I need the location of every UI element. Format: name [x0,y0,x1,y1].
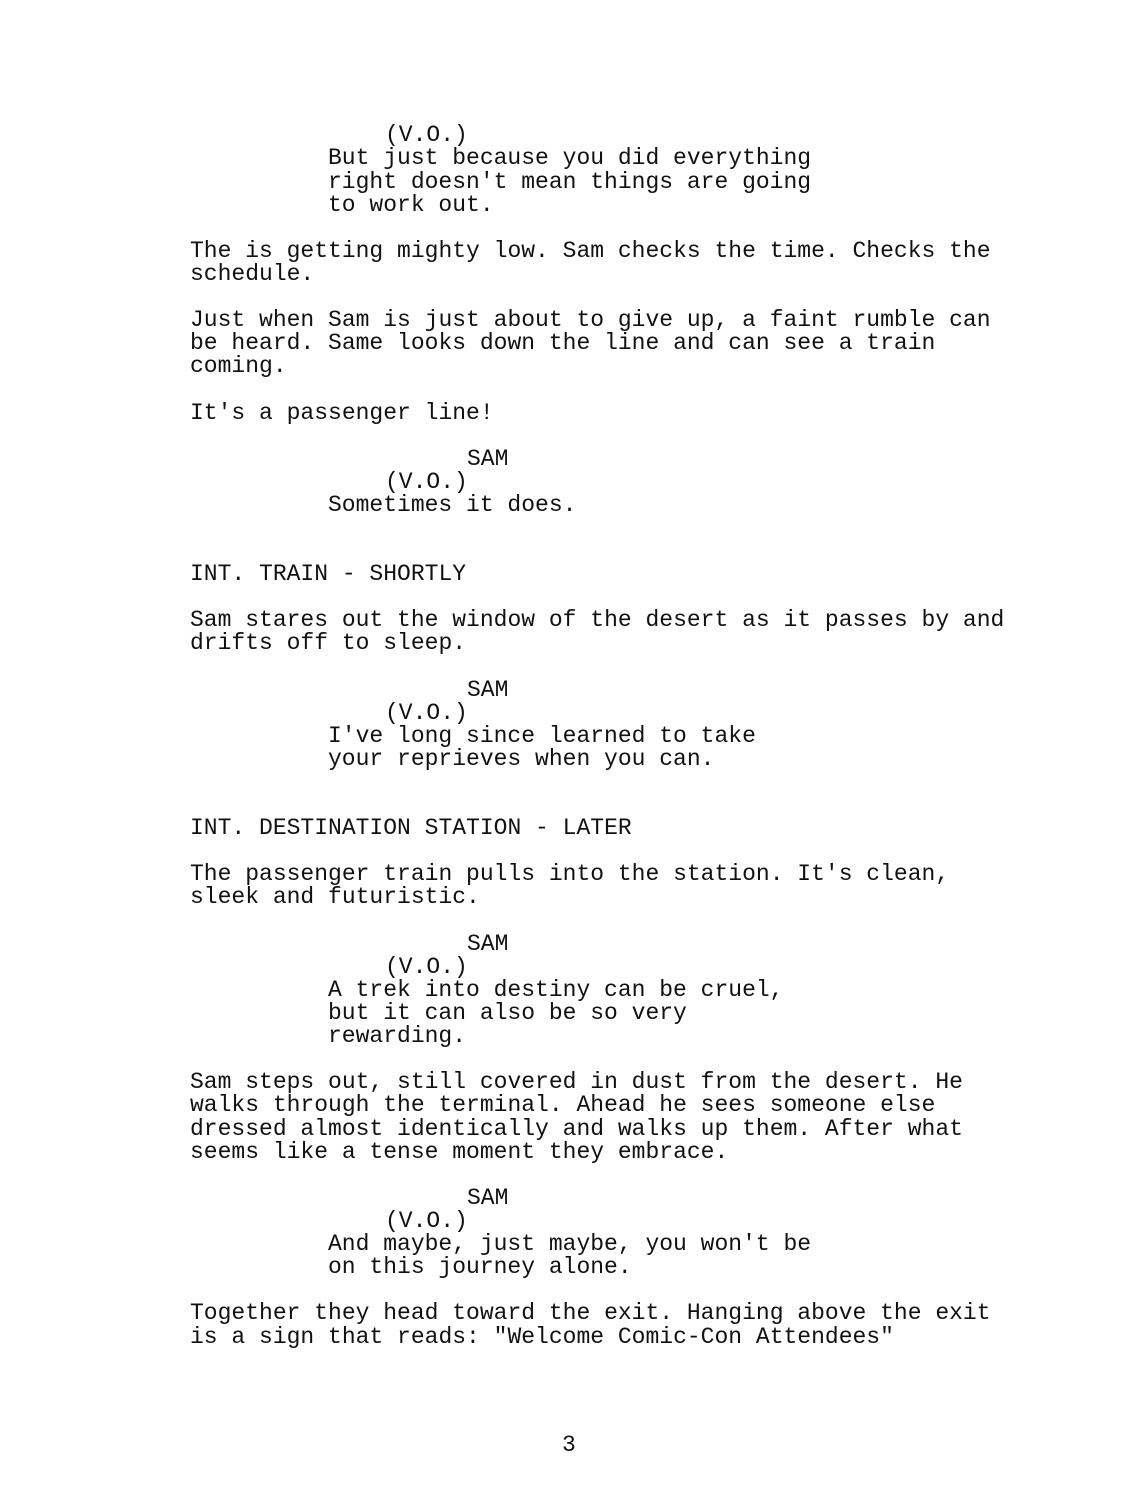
action-line: be heard. Same looks down the line and can see a train [190,330,936,356]
action-line: It's a passenger line! [190,400,494,426]
dialogue-line: right doesn't mean things are going [328,169,812,195]
dialogue-line: your reprieves when you can. [328,746,715,772]
action-line: drifts off to sleep. [190,630,467,656]
dialogue-line: And maybe, just maybe, you won't be [328,1231,812,1257]
character-name: SAM [467,446,509,472]
action-line: schedule. [190,261,315,287]
scene-heading: INT. TRAIN - SHORTLY [190,561,467,587]
action-line: The passenger train pulls into the station. It's clean, [190,861,950,887]
action-line: dressed almost identically and walks up them. After what [190,1116,963,1142]
dialogue-line: A trek into destiny can be cruel, [328,977,784,1003]
character-name: SAM [467,677,509,703]
action-line: walks through the terminal. Ahead he sees someone else [190,1092,936,1118]
dialogue-line: but it can also be so very [328,1000,687,1026]
action-line: Just when Sam is just about to give up, a faint rumble can [190,307,991,333]
dialogue-line: I've long since learned to take [328,723,756,749]
action-line: is a sign that reads: "Welcome Comic-Con Attendees" [190,1324,894,1350]
parenthetical: (V.O.) [385,122,468,148]
action-line: seems like a tense moment they embrace. [190,1139,729,1165]
page-number: 3 [562,1432,576,1458]
parenthetical: (V.O.) [385,954,468,980]
character-name: SAM [467,931,509,957]
dialogue-line: to work out. [328,192,494,218]
action-line: Together they head toward the exit. Hanging above the exit [190,1300,991,1326]
parenthetical: (V.O.) [385,700,468,726]
parenthetical: (V.O.) [385,1208,468,1234]
dialogue-line: But just because you did everything [328,145,812,171]
action-line: Sam stares out the window of the desert as it passes by and [190,607,1005,633]
dialogue-line: on this journey alone. [328,1254,632,1280]
action-line: Sam steps out, still covered in dust from the desert. He [190,1069,963,1095]
dialogue-line: rewarding. [328,1023,467,1049]
character-name: SAM [467,1185,509,1211]
action-line: coming. [190,353,287,379]
action-line: The is getting mighty low. Sam checks the time. Checks the [190,238,991,264]
dialogue-line: Sometimes it does. [328,492,577,518]
action-line: sleek and futuristic. [190,884,480,910]
scene-heading: INT. DESTINATION STATION - LATER [190,815,632,841]
parenthetical: (V.O.) [385,469,468,495]
